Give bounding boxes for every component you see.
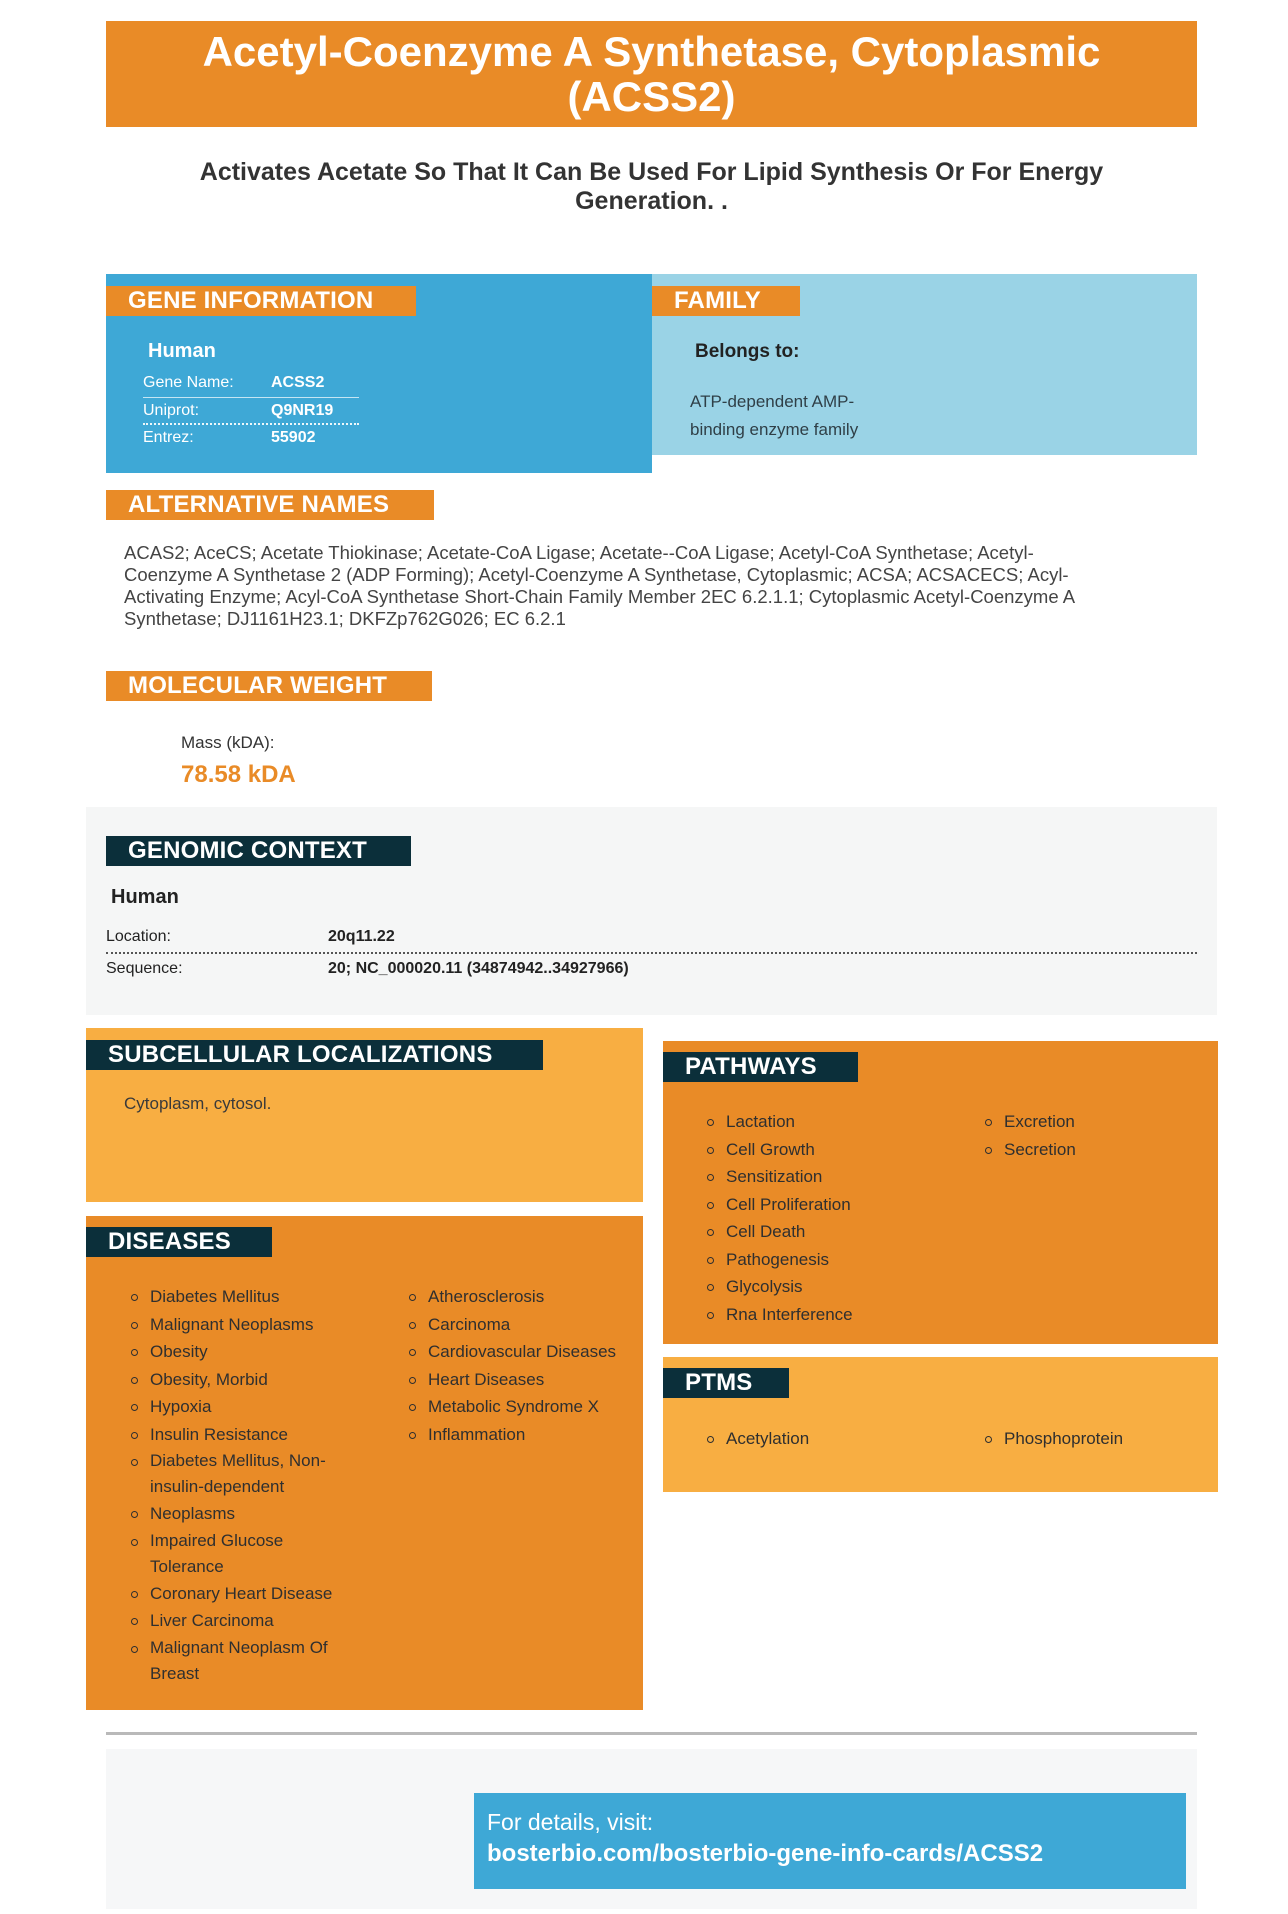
uniprot-label: Uniprot: [143,402,200,419]
family-belongs-label: Belongs to: [695,341,800,362]
details-link-box[interactable] [474,1793,1186,1889]
list-item: Cardiovascular Diseases [406,1338,636,1366]
entrez-row [143,425,359,453]
gene-name-label: Gene Name: [143,374,234,391]
gene-name-value: ACSS2 [271,374,325,391]
list-item [128,1528,368,1580]
list-item: Hypoxia [128,1393,368,1421]
mass-label: Mass (kDA): [181,733,275,752]
list-item [128,1448,368,1500]
genomic-species: Human [111,886,179,908]
sequence-value: 20; NC_000020.11 (34874942..34927966) [328,960,629,977]
family-line2: binding enzyme family [690,420,859,439]
diseases-list-col2 [406,1283,636,1448]
list-item: Glycolysis [704,1273,964,1301]
page-title-line1: Acetyl-Coenzyme A Synthetase, Cytoplasmic [202,28,1101,75]
list-item: Neoplasms [128,1500,368,1528]
location-row [106,922,1197,954]
list-item [128,1635,368,1687]
genomic-context-heading: GENOMIC CONTEXT [106,836,411,866]
ptms-list-col2 [982,1425,1202,1453]
list-item: Atherosclerosis [406,1283,636,1311]
family-line1: ATP-dependent AMP- [690,392,855,411]
list-item: Cell Growth [704,1136,964,1164]
list-item-line2: insulin-dependent [150,1477,285,1496]
molecular-weight-heading: MOLECULAR WEIGHT [106,671,432,701]
list-item: Lactation [704,1108,964,1136]
list-item: Rna Interference [704,1301,964,1329]
entrez-label: Entrez: [143,429,194,446]
subtitle-line1: Activates Acetate So That It Can Be Used For Lipid Synthesis Or For Energy [199,158,1104,186]
details-url[interactable]: bosterbio.com/bosterbio-gene-info-cards/ACSS2 [487,1840,1044,1867]
list-item: Acetylation [704,1425,964,1453]
alt-names-text [124,542,1194,630]
location-value: 20q11.22 [328,928,395,945]
list-item-line1: Impaired Glucose [150,1530,284,1550]
mass-value: 78.58 kDA [181,761,296,788]
location-label: Location: [106,928,171,945]
list-item: Inflammation [406,1421,636,1449]
pathways-list-col2 [982,1108,1202,1163]
sequence-label: Sequence: [106,960,183,977]
list-item: Secretion [982,1136,1202,1164]
footer-divider [106,1732,1197,1735]
subcellular-heading: SUBCELLULAR LOCALIZATIONS [86,1040,543,1070]
uniprot-row [143,398,359,425]
page-subtitle [106,158,1197,216]
gene-info-heading: GENE INFORMATION [106,286,416,316]
list-item: Metabolic Syndrome X [406,1393,636,1421]
subcellular-text: Cytoplasm, cytosol. [124,1094,272,1113]
list-item-line1: Diabetes Mellitus, Non- [150,1451,326,1470]
sequence-row [106,954,1197,986]
gene-info-table [143,370,359,453]
diseases-list-col1 [128,1283,368,1687]
list-item: Liver Carcinoma [128,1607,368,1635]
list-item-line2: Breast [150,1663,200,1683]
list-item: Cell Proliferation [704,1191,964,1219]
gene-name-row [143,370,359,398]
alt-names-line2: Coenzyme A Synthetase 2 (ADP Forming); Acetyl-Coenzyme A Synthetase, Cytoplasmic; ACSA; ACSACECS; Acyl- [124,564,1069,585]
gene-info-species: Human [148,340,216,362]
list-item: Cell Death [704,1218,964,1246]
alt-names-line1: ACAS2; AceCS; Acetate Thiokinase; Acetate-CoA Ligase; Acetate--CoA Ligase; Acetyl-CoA Synthetase; Acetyl- [124,542,1034,563]
title-banner [106,21,1197,127]
alt-names-line4: Synthetase; DJ1161H23.1; DKFZp762G026; EC 6.2.1 [124,608,566,629]
page-title-line2: (ACSS2) [567,73,736,120]
list-item-line2: Tolerance [150,1556,224,1576]
entrez-value: 55902 [271,429,316,446]
list-item: Excretion [982,1108,1202,1136]
list-item: Obesity, Morbid [128,1366,368,1394]
list-item: Sensitization [704,1163,964,1191]
list-item: Insulin Resistance [128,1421,368,1449]
uniprot-value: Q9NR19 [271,402,334,419]
list-item: Diabetes Mellitus [128,1283,368,1311]
ptms-list-col1 [704,1425,964,1453]
details-label: For details, visit: [487,1809,654,1835]
list-item: Malignant Neoplasms [128,1311,368,1339]
list-item: Heart Diseases [406,1366,636,1394]
list-item: Carcinoma [406,1311,636,1339]
list-item: Coronary Heart Disease [128,1580,368,1608]
alt-names-line3: Activating Enzyme; Acyl-CoA Synthetase Short-Chain Family Member 2EC 6.2.1.1; Cytoplasmic Acetyl-Coenzyme A [124,586,1076,607]
family-description [690,388,858,444]
list-item: Phosphoprotein [982,1425,1202,1453]
pathways-list-col1 [704,1108,964,1328]
ptms-heading: PTMS [663,1368,789,1398]
genomic-table [106,922,1197,986]
diseases-heading: DISEASES [86,1227,272,1257]
list-item: Pathogenesis [704,1246,964,1274]
pathways-heading: PATHWAYS [663,1052,858,1082]
family-heading: FAMILY [652,286,800,316]
list-item: Obesity [128,1338,368,1366]
list-item-line1: Malignant Neoplasm Of [150,1637,328,1657]
subtitle-line2: Generation. . [575,187,728,215]
alt-names-heading: ALTERNATIVE NAMES [106,490,434,520]
